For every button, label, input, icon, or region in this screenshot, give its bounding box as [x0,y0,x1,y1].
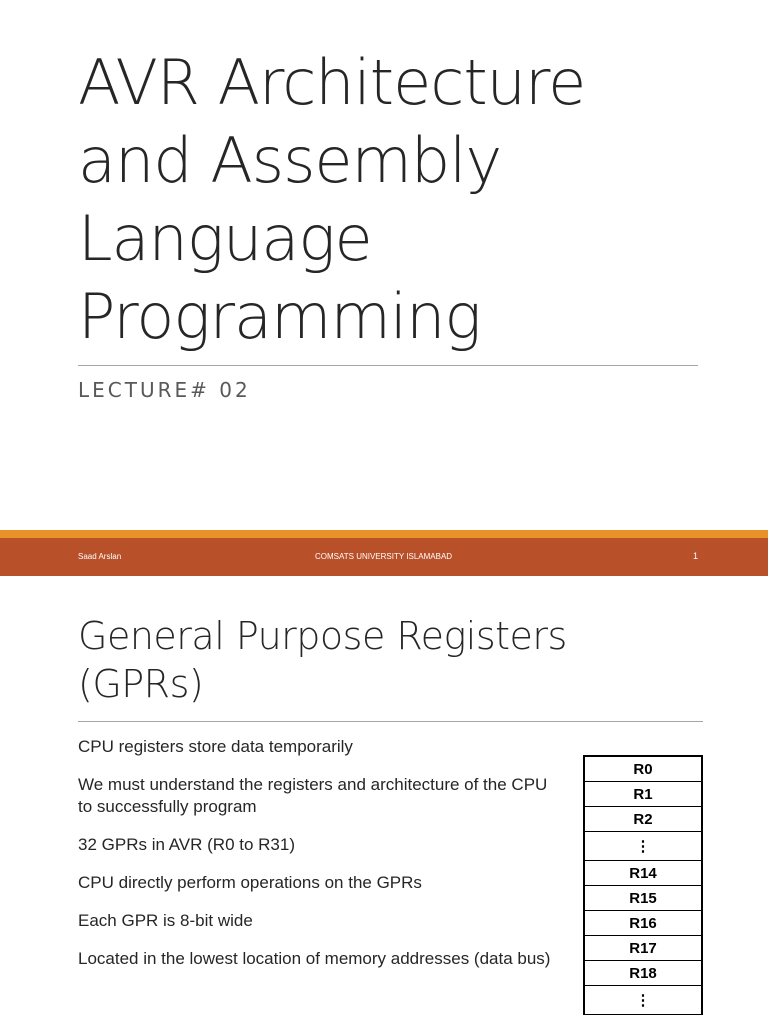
bullet-list [78,736,558,986]
slide-2-title [78,612,698,708]
slide-2 [0,576,768,1024]
register-cell: R17 [585,936,701,961]
title-line: General Purpose Registers [78,614,567,658]
lecture-subtitle: LECTURE# 02 [78,378,251,402]
bullet-item: Each GPR is 8-bit wide [78,911,253,930]
bullet-item: We must understand the registers and architecture of the CPU to successfully program [78,775,548,816]
title-divider [78,365,698,366]
title-divider [78,721,703,722]
title-line: (GPRs) [78,662,204,706]
register-cell: R15 [585,886,701,911]
footer-institution: COMSATS UNIVERSITY ISLAMABAD [315,552,453,561]
register-cell: R2 [585,807,701,832]
bullet-item: 32 GPRs in AVR (R0 to R31) [78,835,295,854]
title-line: Language [78,202,372,275]
title-line: and Assembly [78,124,502,197]
register-ellipsis: ⋮ [585,832,701,861]
register-cell: R18 [585,961,701,986]
bullet-item: CPU registers store data temporarily [78,737,353,756]
bullet-item: CPU directly perform operations on the GPRs [78,873,422,892]
footer-accent-stripe [0,530,768,538]
slide-footer [0,538,768,576]
register-table [583,755,703,1015]
register-cell: R1 [585,782,701,807]
footer-author: Saad Arslan [78,552,122,561]
slide-1-title [78,44,718,356]
register-cell: R16 [585,911,701,936]
register-cell: R14 [585,861,701,886]
register-ellipsis: ⋮ [585,986,701,1015]
title-line: AVR Architecture [78,46,586,119]
title-line: Programming [78,280,481,353]
register-cell: R0 [585,757,701,782]
bullet-item: Located in the lowest location of memory addresses (data bus) [78,949,551,968]
footer-page-number: 1 [693,551,699,561]
